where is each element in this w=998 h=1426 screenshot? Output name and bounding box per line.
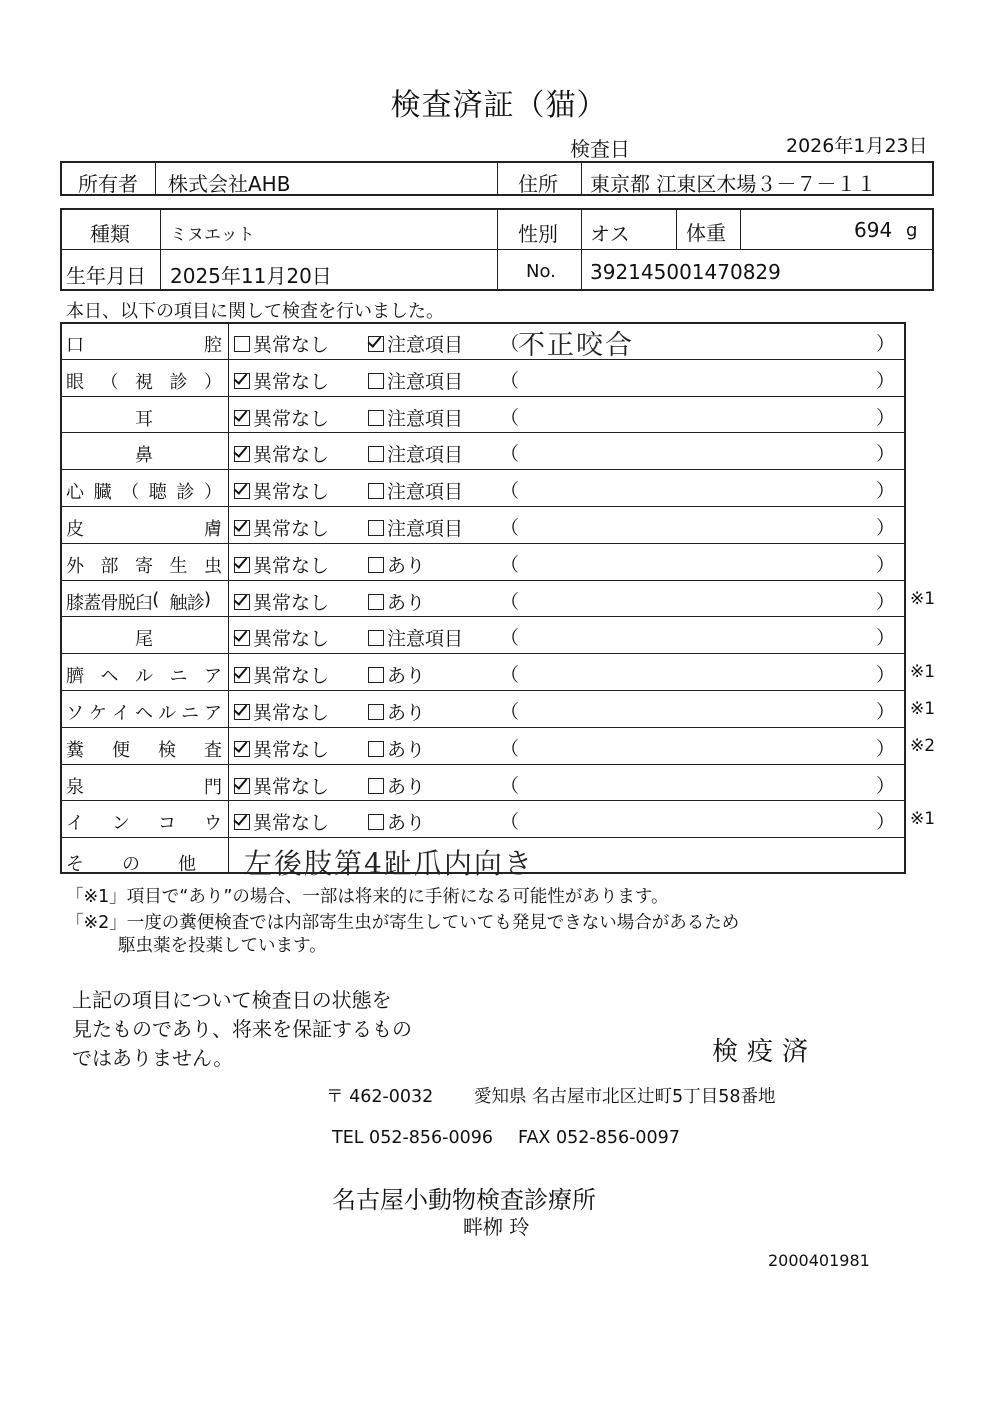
breed: ミヌエット bbox=[170, 225, 255, 245]
attention-label: 注意項目 bbox=[387, 407, 464, 430]
clinic-name: 名古屋小動物検査診療所 bbox=[332, 1186, 596, 1214]
paren-close: ） bbox=[876, 369, 896, 392]
other-label-text: その他 bbox=[66, 854, 234, 875]
birth-label: 生年月日 bbox=[66, 264, 146, 288]
check-name: 耳 bbox=[135, 408, 153, 430]
exam-date: 2026年1月23日 bbox=[786, 135, 928, 157]
breed-label: 種類 bbox=[90, 222, 130, 246]
paren-open: （ bbox=[500, 443, 520, 466]
normal-checkbox[interactable] bbox=[234, 661, 329, 688]
normal-label: 異常なし bbox=[253, 370, 330, 393]
check-name-char: 皮 bbox=[66, 519, 84, 540]
check-name-char: ニ bbox=[181, 703, 199, 724]
check-name-char: 蓋 bbox=[83, 592, 102, 614]
checkbox-icon bbox=[368, 446, 384, 462]
check-name bbox=[66, 699, 222, 723]
normal-checkbox[interactable] bbox=[234, 772, 329, 799]
check-name-char: 視 bbox=[135, 371, 153, 393]
checkbox-icon bbox=[234, 630, 250, 646]
normal-label: 異常なし bbox=[253, 812, 330, 835]
clinic-tel: TEL 052-856-0096 bbox=[332, 1128, 494, 1148]
checkbox-icon bbox=[234, 741, 250, 757]
paren-open: （ bbox=[500, 369, 520, 392]
birth-date: 2025年11月20日 bbox=[170, 264, 332, 288]
normal-label: 異常なし bbox=[253, 628, 330, 651]
normal-checkbox[interactable] bbox=[234, 588, 329, 615]
check-name-char: 寄 bbox=[135, 555, 153, 577]
check-name bbox=[66, 809, 222, 833]
footnote-2-cont: 駆虫薬を投薬しています。 bbox=[118, 936, 327, 956]
normal-label: 異常なし bbox=[253, 665, 330, 688]
paren-close: ） bbox=[876, 701, 896, 723]
checks-divider bbox=[228, 322, 229, 874]
normal-checkbox[interactable] bbox=[234, 440, 329, 467]
attention-checkbox[interactable] bbox=[368, 588, 425, 615]
paren-close: ） bbox=[876, 627, 896, 650]
check-name: 鼻 bbox=[135, 445, 153, 467]
paren-open: （ bbox=[500, 517, 520, 539]
weight: 694 bbox=[854, 218, 893, 242]
row-line bbox=[60, 359, 906, 360]
footnote-mark: ※2 bbox=[910, 735, 936, 756]
attention-label: 注意項目 bbox=[387, 444, 464, 467]
statement: 上記の項目について検査日の状態を 見たものであり、将来を保証するもの ではありません。 bbox=[72, 988, 412, 1070]
paren-open: （ bbox=[500, 774, 520, 797]
check-name-char: ル bbox=[158, 703, 176, 724]
check-name-char: 膚 bbox=[204, 519, 222, 540]
attention-checkbox[interactable] bbox=[368, 367, 463, 394]
paren-close: ） bbox=[876, 443, 896, 466]
owner-address: 東京都 江東区木場３－７－１１ bbox=[590, 172, 877, 196]
checkbox-icon bbox=[368, 483, 384, 499]
checkbox-icon bbox=[368, 778, 384, 794]
attention-label: あり bbox=[387, 591, 426, 614]
checkbox-icon bbox=[368, 741, 384, 757]
normal-checkbox[interactable] bbox=[234, 514, 329, 541]
check-name-char: 検 bbox=[158, 739, 176, 761]
normal-label: 異常なし bbox=[253, 738, 330, 761]
normal-checkbox[interactable] bbox=[234, 404, 329, 431]
normal-label: 異常なし bbox=[253, 554, 330, 577]
check-name-char: ア bbox=[204, 666, 222, 688]
check-name-char: 糞 bbox=[66, 739, 84, 761]
normal-checkbox[interactable] bbox=[234, 698, 329, 725]
checkbox-icon bbox=[234, 520, 250, 536]
checkbox-icon bbox=[234, 410, 250, 426]
footnote-mark: ※1 bbox=[910, 809, 936, 830]
check-name bbox=[66, 552, 222, 576]
microchip-number: 392145001470829 bbox=[590, 260, 781, 284]
check-name-char: 診 bbox=[169, 371, 188, 393]
attention-checkbox[interactable] bbox=[368, 440, 463, 467]
check-name-char: 骨 bbox=[100, 592, 119, 614]
row-line bbox=[60, 690, 906, 691]
normal-label: 異常なし bbox=[253, 407, 330, 430]
normal-checkbox[interactable] bbox=[234, 551, 329, 578]
row-line bbox=[60, 653, 906, 654]
check-name-char: 膝 bbox=[66, 592, 84, 614]
attention-checkbox[interactable] bbox=[368, 551, 425, 578]
normal-label: 異常なし bbox=[253, 481, 330, 504]
checkbox-icon bbox=[368, 594, 384, 610]
row-line bbox=[60, 837, 906, 838]
paren-open: （ bbox=[500, 480, 520, 503]
row-line bbox=[60, 764, 906, 765]
attention-checkbox[interactable] bbox=[368, 808, 425, 835]
row-line bbox=[60, 396, 906, 397]
paren-close: ） bbox=[876, 811, 896, 834]
checkbox-icon bbox=[368, 410, 384, 426]
row-line bbox=[60, 727, 906, 728]
serial-number: 2000401981 bbox=[768, 1251, 870, 1270]
doctor-name: 畔栁 玲 bbox=[463, 1215, 530, 1239]
row-line bbox=[60, 432, 906, 433]
paren-close: ） bbox=[876, 406, 896, 429]
check-name-char: （ bbox=[121, 482, 140, 504]
checkbox-icon bbox=[368, 667, 384, 683]
address-label: 住所 bbox=[518, 172, 558, 196]
check-name-char: 触 bbox=[169, 592, 188, 614]
normal-checkbox[interactable] bbox=[234, 624, 329, 651]
check-name-char: コ bbox=[158, 813, 176, 835]
check-name-char: ヘ bbox=[135, 703, 153, 724]
paren-open: （ bbox=[500, 811, 520, 834]
sex-label: 性別 bbox=[518, 222, 558, 246]
check-name-char: ニ bbox=[169, 666, 188, 688]
footnote-mark: ※1 bbox=[910, 699, 936, 719]
check-name bbox=[66, 368, 222, 392]
paren-close: ） bbox=[876, 774, 896, 797]
paren-open: （ bbox=[500, 590, 520, 613]
attention-checkbox[interactable] bbox=[368, 330, 463, 357]
check-name bbox=[66, 662, 222, 686]
footnote-1: 「※1」項目で“あり”の場合、一部は将来的に手術になる可能性があります。 bbox=[66, 887, 669, 907]
check-name-char: ソ bbox=[66, 703, 84, 724]
checkbox-icon bbox=[234, 336, 250, 352]
check-name-char: 便 bbox=[112, 739, 130, 761]
check-name-char: 眼 bbox=[66, 371, 84, 393]
check-name-char: ケ bbox=[89, 703, 107, 724]
paren-close: ） bbox=[876, 664, 896, 687]
check-name-char: 外 bbox=[66, 555, 84, 577]
paren-close: ） bbox=[876, 737, 896, 760]
other-label bbox=[66, 850, 234, 876]
no-label: No. bbox=[526, 261, 556, 282]
row-line bbox=[60, 580, 906, 581]
document-title: 検査済証（猫） bbox=[390, 88, 608, 123]
quarantine-stamp: 検疫済 bbox=[712, 1037, 818, 1067]
checkbox-icon bbox=[234, 667, 250, 683]
check-name-char: イ bbox=[112, 703, 130, 724]
check-note: 不正咬合 bbox=[518, 330, 634, 361]
weight-label: 体重 bbox=[686, 221, 726, 245]
attention-label: あり bbox=[387, 775, 426, 798]
check-name-char: ヘ bbox=[100, 666, 119, 688]
attention-checkbox[interactable] bbox=[368, 772, 425, 799]
attention-checkbox[interactable] bbox=[368, 514, 463, 541]
checkbox-icon bbox=[368, 704, 384, 720]
attention-checkbox[interactable] bbox=[368, 404, 463, 431]
normal-label: 異常なし bbox=[253, 518, 330, 540]
footnote-mark: ※1 bbox=[910, 588, 936, 609]
paren-open: （ bbox=[500, 406, 520, 429]
normal-checkbox[interactable] bbox=[234, 477, 329, 504]
paren-close: ） bbox=[876, 553, 896, 576]
paren-close: ） bbox=[876, 480, 896, 503]
check-name-char: 門 bbox=[204, 776, 222, 798]
check-name-char: （ bbox=[100, 371, 119, 393]
attention-label: あり bbox=[387, 702, 426, 724]
check-name-char: ル bbox=[135, 666, 153, 688]
check-name-char: 腔 bbox=[204, 335, 222, 356]
check-name-char: ア bbox=[204, 703, 222, 724]
normal-label: 異常なし bbox=[253, 591, 330, 614]
paren-open: （ bbox=[500, 701, 520, 723]
paren-close: ） bbox=[876, 333, 896, 355]
paren-close: ） bbox=[876, 517, 896, 539]
check-name-char: 診 bbox=[176, 482, 195, 504]
check-name bbox=[66, 589, 222, 613]
paren-open: （ bbox=[500, 627, 520, 650]
check-name-char: ） bbox=[204, 371, 222, 393]
check-name-char: 聴 bbox=[148, 482, 167, 504]
check-name-char: 口 bbox=[66, 335, 84, 356]
normal-checkbox[interactable] bbox=[234, 808, 329, 835]
clinic-address: 愛知県 名古屋市北区辻町5丁目58番地 bbox=[474, 1087, 776, 1107]
check-name-char: イ bbox=[66, 813, 84, 835]
check-name-char: 脱 bbox=[117, 592, 136, 614]
check-name-char: 生 bbox=[169, 555, 188, 577]
normal-label: 異常なし bbox=[253, 775, 330, 798]
check-name bbox=[66, 478, 222, 502]
attention-checkbox[interactable] bbox=[368, 624, 463, 651]
attention-checkbox[interactable] bbox=[368, 735, 425, 762]
check-name-char: 臓 bbox=[93, 482, 112, 504]
other-note: 左後肢第4趾爪内向き bbox=[244, 847, 534, 880]
check-name-char: 診 bbox=[186, 592, 205, 614]
check-name bbox=[66, 736, 222, 760]
exam-date-label: 検査日 bbox=[570, 137, 630, 161]
attention-label: あり bbox=[387, 554, 426, 577]
check-name-char: 泉 bbox=[66, 776, 84, 798]
checkbox-icon bbox=[368, 373, 384, 389]
check-name-char: ) bbox=[204, 588, 212, 610]
row-line bbox=[60, 469, 906, 470]
normal-label: 異常なし bbox=[253, 334, 330, 356]
attention-label: 注意項目 bbox=[387, 370, 464, 393]
footnote-2: 「※2」一度の糞便検査では内部寄生虫が寄生していても発見できない場合があるため bbox=[66, 913, 740, 933]
paren-open: （ bbox=[500, 333, 520, 355]
checkbox-icon bbox=[234, 704, 250, 720]
checkbox-icon bbox=[234, 483, 250, 499]
checkbox-icon bbox=[234, 778, 250, 794]
checkbox-icon bbox=[234, 594, 250, 610]
checkbox-icon bbox=[234, 446, 250, 462]
paren-open: （ bbox=[500, 553, 520, 576]
row-line bbox=[60, 506, 906, 507]
paren-open: （ bbox=[500, 664, 520, 687]
check-name-char: ン bbox=[112, 813, 130, 835]
weight-unit: g bbox=[906, 220, 918, 241]
check-name-char: 臼 bbox=[135, 592, 153, 614]
clinic-fax: FAX 052-856-0097 bbox=[518, 1128, 680, 1148]
check-name-char: 査 bbox=[204, 739, 222, 761]
normal-label: 異常なし bbox=[253, 702, 330, 724]
paren-close: ） bbox=[876, 590, 896, 613]
check-name-char: ( bbox=[152, 588, 160, 610]
attention-label: あり bbox=[387, 738, 426, 761]
attention-label: あり bbox=[387, 812, 426, 835]
checkbox-icon bbox=[234, 814, 250, 830]
check-name-char: ） bbox=[204, 482, 222, 504]
check-name-char: 臍 bbox=[66, 666, 84, 688]
intro-text: 本日、以下の項目に関して検査を行いました。 bbox=[66, 301, 444, 322]
attention-label: 注意項目 bbox=[387, 481, 464, 504]
attention-checkbox[interactable] bbox=[368, 477, 463, 504]
checkbox-icon bbox=[234, 557, 250, 573]
check-name bbox=[66, 331, 222, 355]
checkbox-icon bbox=[368, 520, 384, 536]
paren-open: （ bbox=[500, 737, 520, 760]
attention-label: 注意項目 bbox=[387, 334, 464, 356]
row-line bbox=[60, 616, 906, 617]
postal-code: 〒 462-0032 bbox=[326, 1087, 434, 1107]
row-line bbox=[60, 800, 906, 801]
attention-label: あり bbox=[387, 665, 426, 688]
owner-label: 所有者 bbox=[78, 172, 138, 196]
check-name-char: 虫 bbox=[204, 555, 222, 577]
checkbox-icon bbox=[368, 557, 384, 573]
attention-checkbox[interactable] bbox=[368, 698, 425, 725]
check-name-char: 部 bbox=[100, 555, 119, 577]
normal-checkbox[interactable] bbox=[234, 367, 329, 394]
checkbox-icon bbox=[234, 373, 250, 389]
checkbox-icon bbox=[368, 630, 384, 646]
check-name bbox=[66, 773, 222, 797]
check-name-char: ウ bbox=[204, 813, 222, 835]
footnote-mark: ※1 bbox=[910, 662, 936, 683]
normal-label: 異常なし bbox=[253, 444, 330, 467]
check-name: 尾 bbox=[135, 629, 153, 651]
checkbox-icon bbox=[368, 814, 384, 830]
owner-name: 株式会社AHB bbox=[168, 172, 291, 196]
check-name-char: 心 bbox=[66, 482, 84, 504]
normal-checkbox[interactable] bbox=[234, 735, 329, 762]
attention-label: 注意項目 bbox=[387, 628, 464, 651]
attention-label: 注意項目 bbox=[387, 518, 464, 540]
normal-checkbox[interactable] bbox=[234, 330, 329, 357]
sex: オス bbox=[590, 222, 630, 246]
check-name bbox=[66, 515, 222, 539]
attention-checkbox[interactable] bbox=[368, 661, 425, 688]
row-line bbox=[60, 543, 906, 544]
checkbox-icon bbox=[368, 336, 384, 352]
